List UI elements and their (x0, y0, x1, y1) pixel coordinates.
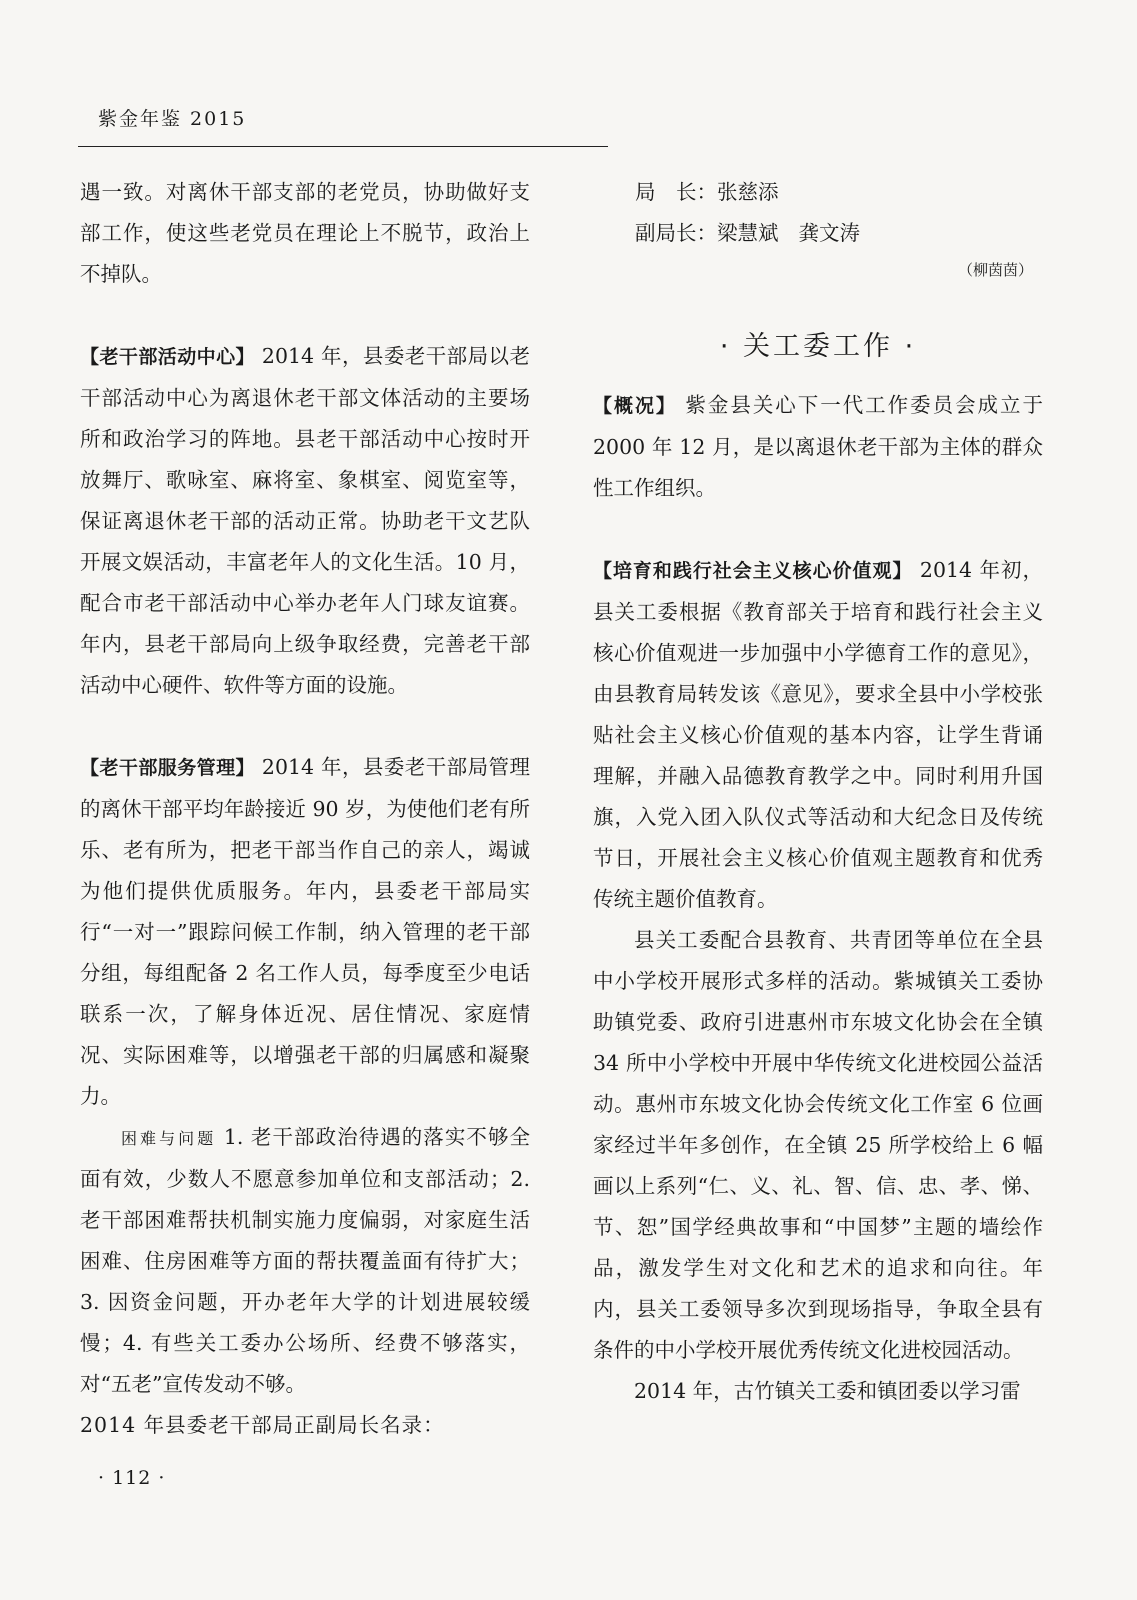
section-tag-values: 【培育和践行社会主义核心价值观】 (593, 560, 913, 582)
director-line: 局 长：张慈添 (635, 180, 779, 204)
page-number: · 112 · (98, 1467, 166, 1489)
left-column (80, 172, 530, 1446)
author-credit: （柳茵茵） (957, 261, 1033, 279)
section-service-mgmt (80, 747, 530, 1117)
header-rule (78, 146, 608, 147)
section-text-service-mgmt: 2014 年，县委老干部局管理的离休干部平均年龄接近 90 岁，为使他们老有所乐、老有所为，把老干部当作自己的亲人，竭诚为他们提供优质服务。年内，县委老干部局实行“一对一”跟踪问候工作制，纳入管理的老干部分组，每组配备 2 名工作人员，每季度至少电话联系一次，了解身体近况、居住情况、家庭情况、实际困难等，以增强老干部的归属感和凝聚力。 (80, 755, 530, 1108)
problems-text: 1. 老干部政治待遇的落实不够全面有效，少数人不愿意参加单位和支部活动；2. 老干部困难帮扶机制实施力度偏弱，对家庭生活困难、住房困难等方面的帮扶覆盖面有待扩大；3. 因资金问题，开办老年大学的计划进展较缓慢；4. 有些关工委办公场所、经费不够落实，对“五老”宣传发动不够。 (80, 1125, 530, 1396)
list-title: 2014 年县委老干部局正副局长名录： (80, 1413, 445, 1437)
paragraph-guzhu: 2014 年，古竹镇关工委和镇团委以学习雷 (634, 1379, 1021, 1403)
section-text-values: 2014 年初，县关工委根据《教育部关于培育和践行社会主义核心价值观进一步加强中小学德育工作的意见》，由县教育局转发该《意见》，要求全县中小学校张贴社会主义核心价值观的基本内容，让学生背诵理解，并融入品德教育教学之中。同时利用升国旗，入党入团入队仪式等活动和大纪念日及传统节日，开展社会主义核心价值观主题教育和优秀传统主题价值教育。 (593, 558, 1043, 911)
section-values (593, 550, 1043, 920)
deputy-label: 副局长：梁慧斌 (635, 221, 779, 245)
section-problems (80, 1117, 530, 1405)
section-text-activity-center: 2014 年，县委老干部局以老干部活动中心为离退休老干部文体活动的主要场所和政治学习的阵地。县老干部活动中心按时开放舞厅、歌咏室、麻将室、象棋室、阅览室等，保证离退休老干部的活动正常。协助老干文艺队开展文娱活动，丰富老年人的文化生活。10 月，配合市老干部活动中心举办老年人门球友谊赛。年内，县老干部局向上级争取经费，完善老干部活动中心硬件、软件等方面的设施。 (80, 344, 530, 697)
section-overview (593, 385, 1043, 509)
section-title: · 关工委工作 · (719, 331, 917, 362)
deputy-2: 龚文涛 (798, 221, 860, 245)
paragraph-continued: 遇一致。对离休干部支部的老党员，协助做好支部工作，使这些老党员在理论上不脱节，政治上不掉队。 (80, 180, 530, 286)
right-column (593, 172, 1043, 1412)
section-text-overview: 紫金县关心下一代工作委员会成立于 2000 年 12 月，是以离退休老干部为主体的群众性工作组织。 (593, 393, 1043, 500)
section-tag-overview: 【概况】 (593, 395, 677, 417)
deputy-line (593, 213, 1043, 254)
section-activity-center (80, 336, 530, 706)
problems-label: 困难与问题 (121, 1129, 217, 1148)
page-header: 紫金年鉴 2015 (98, 108, 247, 130)
section-tag-service-mgmt: 【老干部服务管理】 (80, 757, 255, 779)
paragraph-activities: 县关工委配合县教育、共青团等单位在全县中小学校开展形式多样的活动。紫城镇关工委协助镇党委、政府引进惠州市东坡文化协会在全镇 34 所中小学校中开展中华传统文化进校园公益活动。惠州市东坡文化协会传统文化工作室 6 位画家经过半年多创作，在全镇 25 所学校给上 6 幅画以上系列“仁、义、礼、智、信、忠、孝、悌、节、恕”国学经典故事和“中国梦”主题的墙绘作品，激发学生对文化和艺术的追求和向往。年内，县关工委领导多次到现场指导，争取全县有条件的中小学校开展优秀传统文化进校园活动。 (593, 928, 1043, 1362)
section-tag-activity-center: 【老干部活动中心】 (80, 346, 255, 368)
